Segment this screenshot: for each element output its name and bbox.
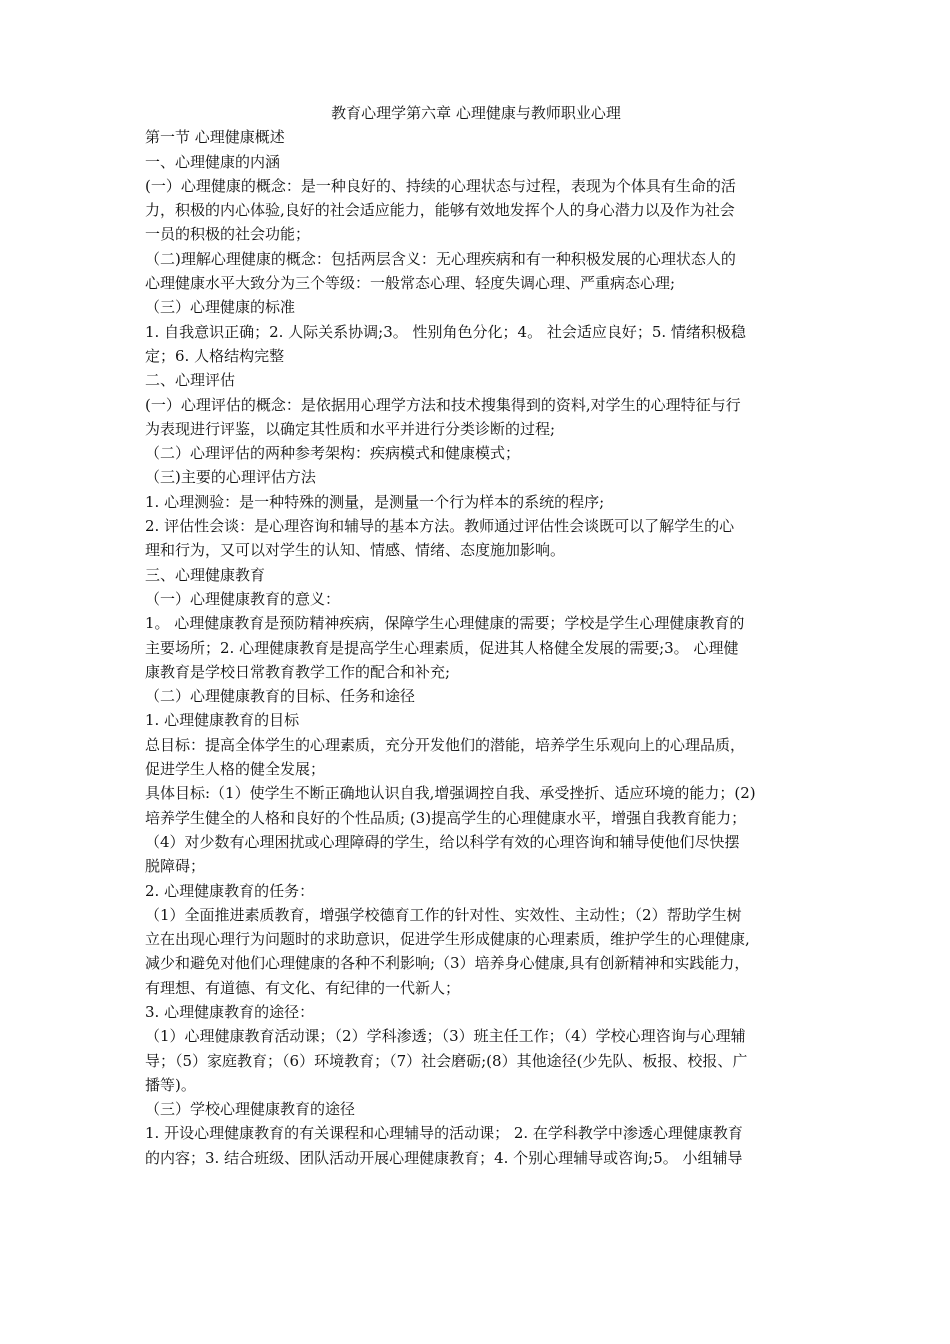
text-line: （三）学校心理健康教育的途径	[145, 1100, 356, 1119]
text-line: 二、心理评估	[145, 371, 236, 390]
text-line: （三)主要的心理评估方法	[145, 468, 316, 487]
document-body	[145, 125, 807, 1170]
text-line: 2. 评估性会谈：是心理咨询和辅导的基本方法。教师通过评估性会谈既可以了解学生的心	[145, 517, 735, 536]
text-line: 有理想、有道德、有文化、有纪律的一代新人；	[145, 978, 461, 997]
text-line: 定；6. 人格结构完整	[145, 346, 285, 365]
text-line: 培养学生健全的人格和良好的个性品质; (3)提高学生的心理健康水平，增强自我教育能力；	[145, 808, 747, 827]
text-line: 具体目标:（1）使学生不断正确地认识自我,增强调控自我、承受挫折、适应环境的能力；(2)	[145, 784, 756, 803]
text-line: (一）心理健康的概念：是一种良好的、持续的心理状态与过程，表现为个体具有生命的活	[145, 176, 736, 195]
text-line: （三）心理健康的标准	[145, 298, 296, 317]
document-page	[145, 101, 807, 1170]
text-line: 1. 开设心理健康教育的有关课程和心理辅导的活动课； 2. 在学科教学中渗透心理健康教育	[145, 1124, 743, 1143]
text-line: （1）心理健康教育活动课；（2）学科渗透；（3）班主任工作；（4）学校心理咨询与心理辅	[145, 1027, 746, 1046]
text-line: （4）对少数有心理困扰或心理障碍的学生，给以科学有效的心理咨询和辅导使他们尽快摆	[145, 832, 740, 851]
text-line: 康教育是学校日常教育教学工作的配合和补充;	[145, 662, 451, 681]
text-line: 为表现进行评鉴，以确定其性质和水平并进行分类诊断的过程;	[145, 419, 556, 438]
text-line: 总目标：提高全体学生的心理素质，充分开发他们的潜能，培养学生乐观向上的心理品质，	[145, 735, 746, 754]
text-line: 2. 心理健康教育的任务：	[145, 881, 315, 900]
text-line: （1）全面推进素质教育，增强学校德育工作的针对性、实效性、主动性；（2）帮助学生树	[145, 905, 742, 924]
text-line: 理和行为，又可以对学生的认知、情感、情绪、态度施加影响。	[145, 541, 566, 560]
text-line: 减少和避免对他们心理健康的各种不利影响;（3）培养身心健康,具有创新精神和实践能力，	[145, 954, 750, 973]
text-line: （二）心理健康教育的目标、任务和途径	[145, 687, 416, 706]
text-line: （二）心理评估的两种参考架构：疾病模式和健康模式；	[145, 444, 521, 463]
text-line: 3. 心理健康教育的途径：	[145, 1002, 315, 1021]
text-line: 1. 心理测验：是一种特殊的测量，是测量一个行为样本的系统的程序;	[145, 492, 605, 511]
text-line: 1。 心理健康教育是预防精神疾病，保障学生心理健康的需要；学校是学生心理健康教育的	[145, 614, 745, 633]
text-line: 一员的积极的社会功能；	[145, 225, 311, 244]
text-line: (一）心理评估的概念：是依据用心理学方法和技术搜集得到的资料,对学生的心理特征与行	[145, 395, 741, 414]
text-line: 力，积极的内心体验,良好的社会适应能力，能够有效地发挥个人的身心潜力以及作为社会	[145, 201, 735, 220]
text-line: 三、心理健康教育	[145, 565, 266, 584]
text-line: 一、心理健康的内涵	[145, 152, 281, 171]
text-line: 的内容；3. 结合班级、团队活动开展心理健康教育；4. 个别心理辅导或咨询;5。 小组辅导	[145, 1148, 743, 1167]
text-line: 心理健康水平大致分为三个等级：一般常态心理、轻度失调心理、严重病态心理;	[145, 274, 676, 293]
text-line: 1. 心理健康教育的目标	[145, 711, 300, 730]
text-line: 1. 自我意识正确；2. 人际关系协调;3。 性别角色分化；4。 社会适应良好；5. 情绪积极稳	[145, 322, 746, 341]
text-line: （二)理解心理健康的概念：包括两层含义：无心理疾病和有一种积极发展的心理状态人的	[145, 249, 736, 268]
text-line: 促进学生人格的健全发展；	[145, 760, 326, 779]
text-line: 播等)。	[145, 1075, 196, 1094]
text-line: 第一节 心理健康概述	[145, 128, 285, 147]
text-line: （一）心理健康教育的意义：	[145, 589, 341, 608]
text-line: 脱障碍；	[145, 857, 206, 876]
document-title: 教育心理学第六章 心理健康与教师职业心理	[331, 104, 621, 122]
text-line: 主要场所；2. 心理健康教育是提高学生心理素质，促进其人格健全发展的需要;3。 心理健	[145, 638, 739, 657]
text-line: 导；（5）家庭教育；（6）环境教育；（7）社会磨砺;(8）其他途径(少先队、板报、校报、广	[145, 1051, 748, 1070]
text-line: 立在出现心理行为问题时的求助意识，促进学生形成健康的心理素质，维护学生的心理健康,	[145, 930, 750, 949]
